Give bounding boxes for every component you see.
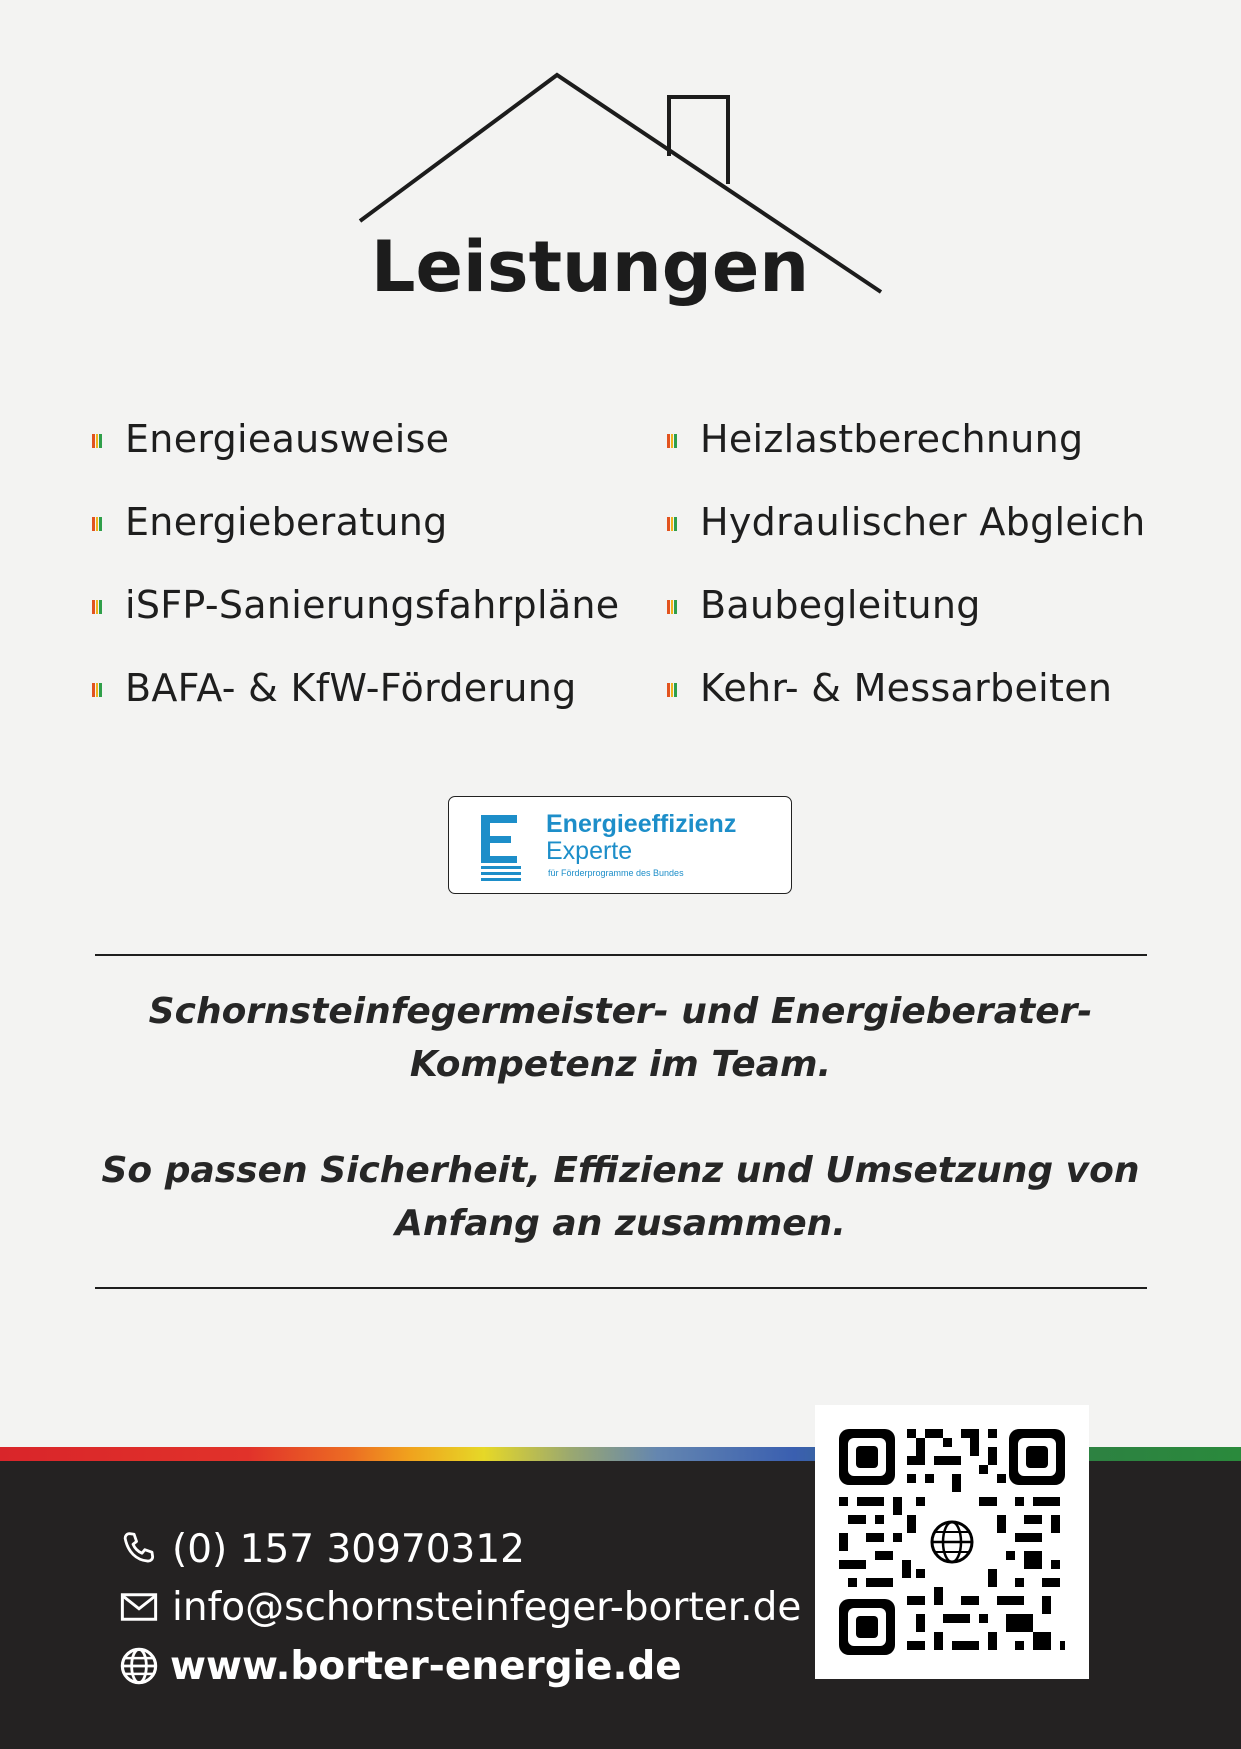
statement-paragraph: Schornsteinfegermeister- und Energieberater- Kompetenz im Team. bbox=[148, 991, 1093, 1085]
energy-expert-logo-icon bbox=[481, 815, 521, 881]
email-address: info@schornsteinfeger-borter.de bbox=[172, 1585, 802, 1630]
phone-icon bbox=[118, 1528, 160, 1570]
bullet-icon bbox=[667, 434, 678, 448]
bullet-icon bbox=[667, 517, 678, 531]
qr-code[interactable] bbox=[815, 1405, 1089, 1679]
bullet-icon bbox=[92, 434, 103, 448]
bullet-icon bbox=[667, 683, 678, 697]
bullet-icon bbox=[92, 517, 103, 531]
globe-icon bbox=[926, 1516, 978, 1568]
website-url: www.borter-energie.de bbox=[170, 1644, 682, 1689]
qr-code-pattern bbox=[815, 1405, 1089, 1679]
statement-paragraph: So passen Sicherheit, Effizienz und Umsetzung von Anfang an zusammen. bbox=[101, 1150, 1140, 1244]
badge-caption: für Förderprogramme des Bundes bbox=[548, 868, 684, 878]
badge-subtitle: Experte bbox=[546, 837, 633, 865]
phone-number: (0) 157 30970312 bbox=[172, 1527, 525, 1572]
globe-icon bbox=[118, 1645, 160, 1687]
bullet-icon bbox=[92, 600, 103, 614]
mail-icon bbox=[118, 1586, 160, 1628]
energy-expert-badge bbox=[448, 796, 792, 894]
divider bbox=[95, 1287, 1147, 1289]
bullet-icon bbox=[92, 683, 103, 697]
divider bbox=[95, 954, 1147, 956]
badge-title: Energieeffizienz bbox=[546, 810, 737, 838]
bullet-icon bbox=[667, 600, 678, 614]
page-title: Leistungen bbox=[370, 226, 810, 308]
